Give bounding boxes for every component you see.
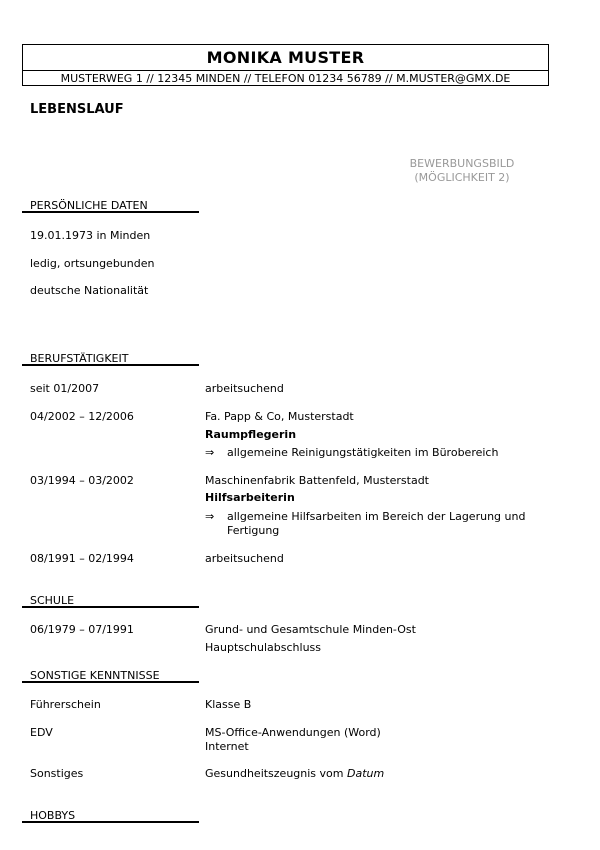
nationality: deutsche Nationalität [30,284,149,297]
section-heading-skills: SONSTIGE KENNTNISSE [22,669,199,683]
career-employer: arbeitsuchend [205,552,284,565]
career-period: 04/2002 – 12/2006 [30,410,134,423]
career-period: seit 01/2007 [30,382,100,395]
career-employer: Maschinenfabrik Battenfeld, Musterstadt [205,474,429,487]
career-role: Hilfsarbeiterin [205,491,295,504]
it-label: EDV [30,726,53,739]
photo-placeholder [380,157,544,185]
career-period: 03/1994 – 03/2002 [30,474,134,487]
career-task [205,510,545,538]
contact-line: MUSTERWEG 1 // 12345 MINDEN // TELEFON 01234 56789 // M.MUSTER@GMX.DE [60,72,511,85]
birth-info: 19.01.1973 in Minden [30,229,151,242]
career-task-text: allgemeine Reinigungstätigkeiten im Bürobereich [227,446,499,459]
other-value-date-placeholder: Datum [347,767,385,780]
section-heading-hobbies: HOBBYS [22,809,199,823]
career-employer: arbeitsuchend [205,382,284,395]
license-value: Klasse B [205,698,252,711]
applicant-name: MONIKA MUSTER [23,45,548,71]
career-task-text: allgemeine Hilfsarbeiten im Bereich der Lagerung und Fertigung [227,510,526,537]
marital-status: ledig, ortsungebunden [30,257,155,270]
it-value-office: MS-Office-Anwendungen (Word) [205,726,381,739]
career-employer: Fa. Papp & Co, Musterstadt [205,410,354,423]
school-period: 06/1979 – 07/1991 [30,623,134,636]
photo-placeholder-line1: BEWERBUNGSBILD [409,157,515,170]
section-heading-school: SCHULE [22,594,199,608]
other-label: Sonstiges [30,767,84,780]
other-value [205,767,384,781]
arrow-right-icon: ⇒ [205,510,215,523]
section-heading-personal: PERSÖNLICHE DATEN [22,199,199,213]
arrow-right-icon: ⇒ [205,446,215,459]
career-task [205,446,545,460]
document-title: LEBENSLAUF [30,102,124,117]
school-degree: Hauptschulabschluss [205,641,322,654]
school-name: Grund- und Gesamtschule Minden-Ost [205,623,416,636]
license-label: Führerschein [30,698,101,711]
career-period: 08/1991 – 02/1994 [30,552,134,565]
header-box [22,44,549,86]
career-role: Raumpflegerin [205,428,297,441]
other-value-text: Gesundheitszeugnis vom [205,767,347,780]
it-value-internet: Internet [205,740,249,753]
section-heading-career: BERUFSTÄTIGKEIT [22,352,199,366]
photo-placeholder-line2: (MÖGLICHKEIT 2) [414,171,510,184]
